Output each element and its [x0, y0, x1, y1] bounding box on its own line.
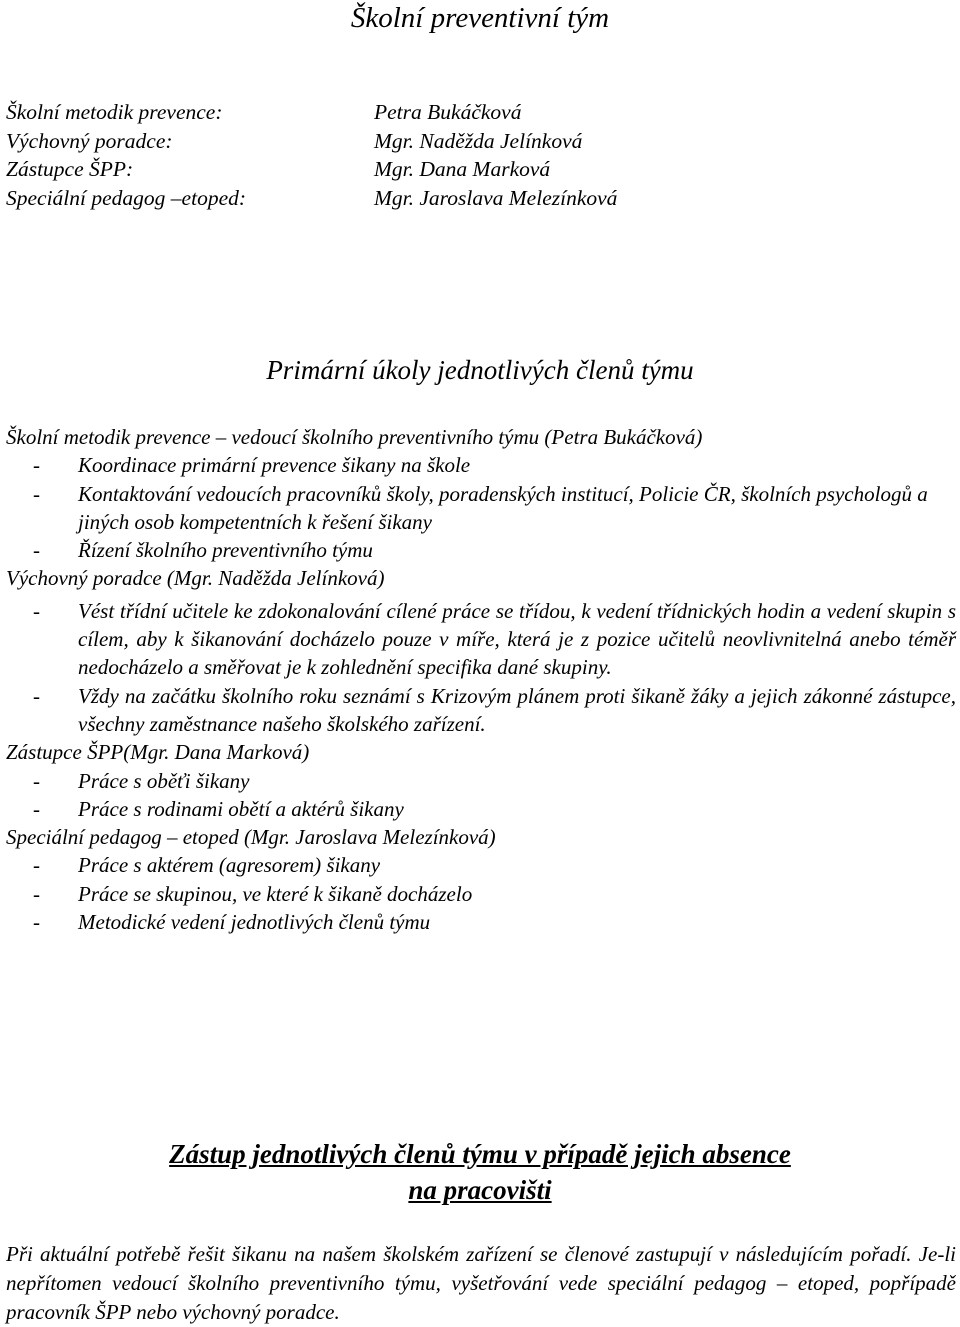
list-item [6, 795, 956, 823]
absence-heading [0, 1136, 960, 1208]
list-item [6, 682, 956, 739]
staff-row [6, 98, 617, 127]
list-item-text: Práce s rodinami obětí a aktérů šikany [78, 796, 404, 821]
staff-name: Mgr. Jaroslava Melezínková [374, 185, 618, 210]
staff-name: Mgr. Naděžda Jelínková [374, 128, 583, 153]
list-item-text: Práce se skupinou, ve které k šikaně docházelo [78, 881, 473, 906]
list-item [6, 451, 956, 479]
list-item-text: Vést třídní učitele ke zdokonalování cílené práce se třídou, k vedení třídnických hodin a vedení skupin s cílem, aby k šikanování docházelo pouze v míře, která je z pozice učitelů neovlivnitelná anebo téměř nedocházelo a směřovat je k zohlednění specifika dané skupiny. [78, 598, 956, 680]
staff-role: Speciální pedagog –etoped: [6, 185, 247, 210]
list-dash: - [33, 910, 40, 935]
list-dash: - [33, 796, 40, 821]
list-item-text: Metodické vedení jednotlivých členů týmu [78, 910, 431, 935]
list-dash: - [33, 853, 40, 878]
staff-name: Mgr. Dana Marková [374, 157, 551, 181]
section-heading: Výchovný poradce (Mgr. Naděžda Jelínková) [6, 566, 385, 591]
absence-heading-line2: na pracovišti [408, 1175, 552, 1205]
list-item-text: Práce s aktérem (agresorem) šikany [78, 853, 381, 878]
staff-name: Petra Bukáčková [374, 100, 522, 124]
section-heading: Školní metodik prevence – vedoucí školního preventivního týmu (Petra Bukáčková) [6, 425, 703, 449]
absence-paragraph: Při aktuální potřebě řešit šikanu na našem školském zařízení se členové zastupují v následujícím pořadí. Je-li nepřítomen vedoucí školního preventivního týmu, vyšetřování vede speciální pedagog – etoped, popřípadě pracovník ŠPP nebo výchovný poradce. [6, 1242, 956, 1324]
list-item-text: Práce s oběťi šikany [78, 768, 250, 793]
list-dash: - [33, 683, 40, 708]
list-item [6, 767, 956, 795]
list-item-text: Vždy na začátku školního roku seznámí s Krizovým plánem proti šikaně žáky a jejich zákonné zástupce, všechny zaměstnance našeho školského zařízení. [78, 683, 956, 736]
list-dash: - [33, 538, 40, 563]
list-dash: - [33, 481, 40, 506]
section-heading: Zástupce ŠPP(Mgr. Dana Marková) [6, 740, 310, 765]
tasks-heading: Primární úkoly jednotlivých členů týmu [266, 355, 694, 385]
list-item [6, 480, 956, 537]
staff-row [6, 184, 617, 213]
staff-row [6, 155, 617, 184]
list-item [6, 597, 956, 682]
list-item [6, 536, 956, 564]
list-item [6, 851, 956, 879]
tasks-body [6, 423, 956, 936]
staff-role: Zástupce ŠPP: [6, 157, 134, 181]
list-item-text: Koordinace primární prevence šikany na škole [78, 453, 471, 478]
section-heading: Speciální pedagog – etoped (Mgr. Jaroslava Melezínková) [6, 825, 496, 850]
list-item [6, 908, 956, 936]
absence-heading-line1: Zástup jednotlivých členů týmu v případě jejich absence [169, 1139, 791, 1169]
list-dash: - [33, 453, 40, 478]
list-item-text: Řízení školního preventivního týmu [78, 538, 373, 563]
list-dash: - [33, 881, 40, 906]
staff-row [6, 127, 617, 156]
staff-role: Školní metodik prevence: [6, 100, 223, 124]
list-dash: - [33, 598, 40, 623]
list-dash: - [33, 768, 40, 793]
page-title: Školní preventivní tým [350, 2, 610, 34]
list-item-text: Kontaktování vedoucích pracovníků školy, poradenských institucí, Policie ČR, školních psychologů a jiných osob kompetentních k řešení šikany [78, 481, 928, 534]
list-item [6, 880, 956, 908]
staff-list [6, 98, 617, 212]
staff-role: Výchovný poradce: [6, 128, 173, 153]
